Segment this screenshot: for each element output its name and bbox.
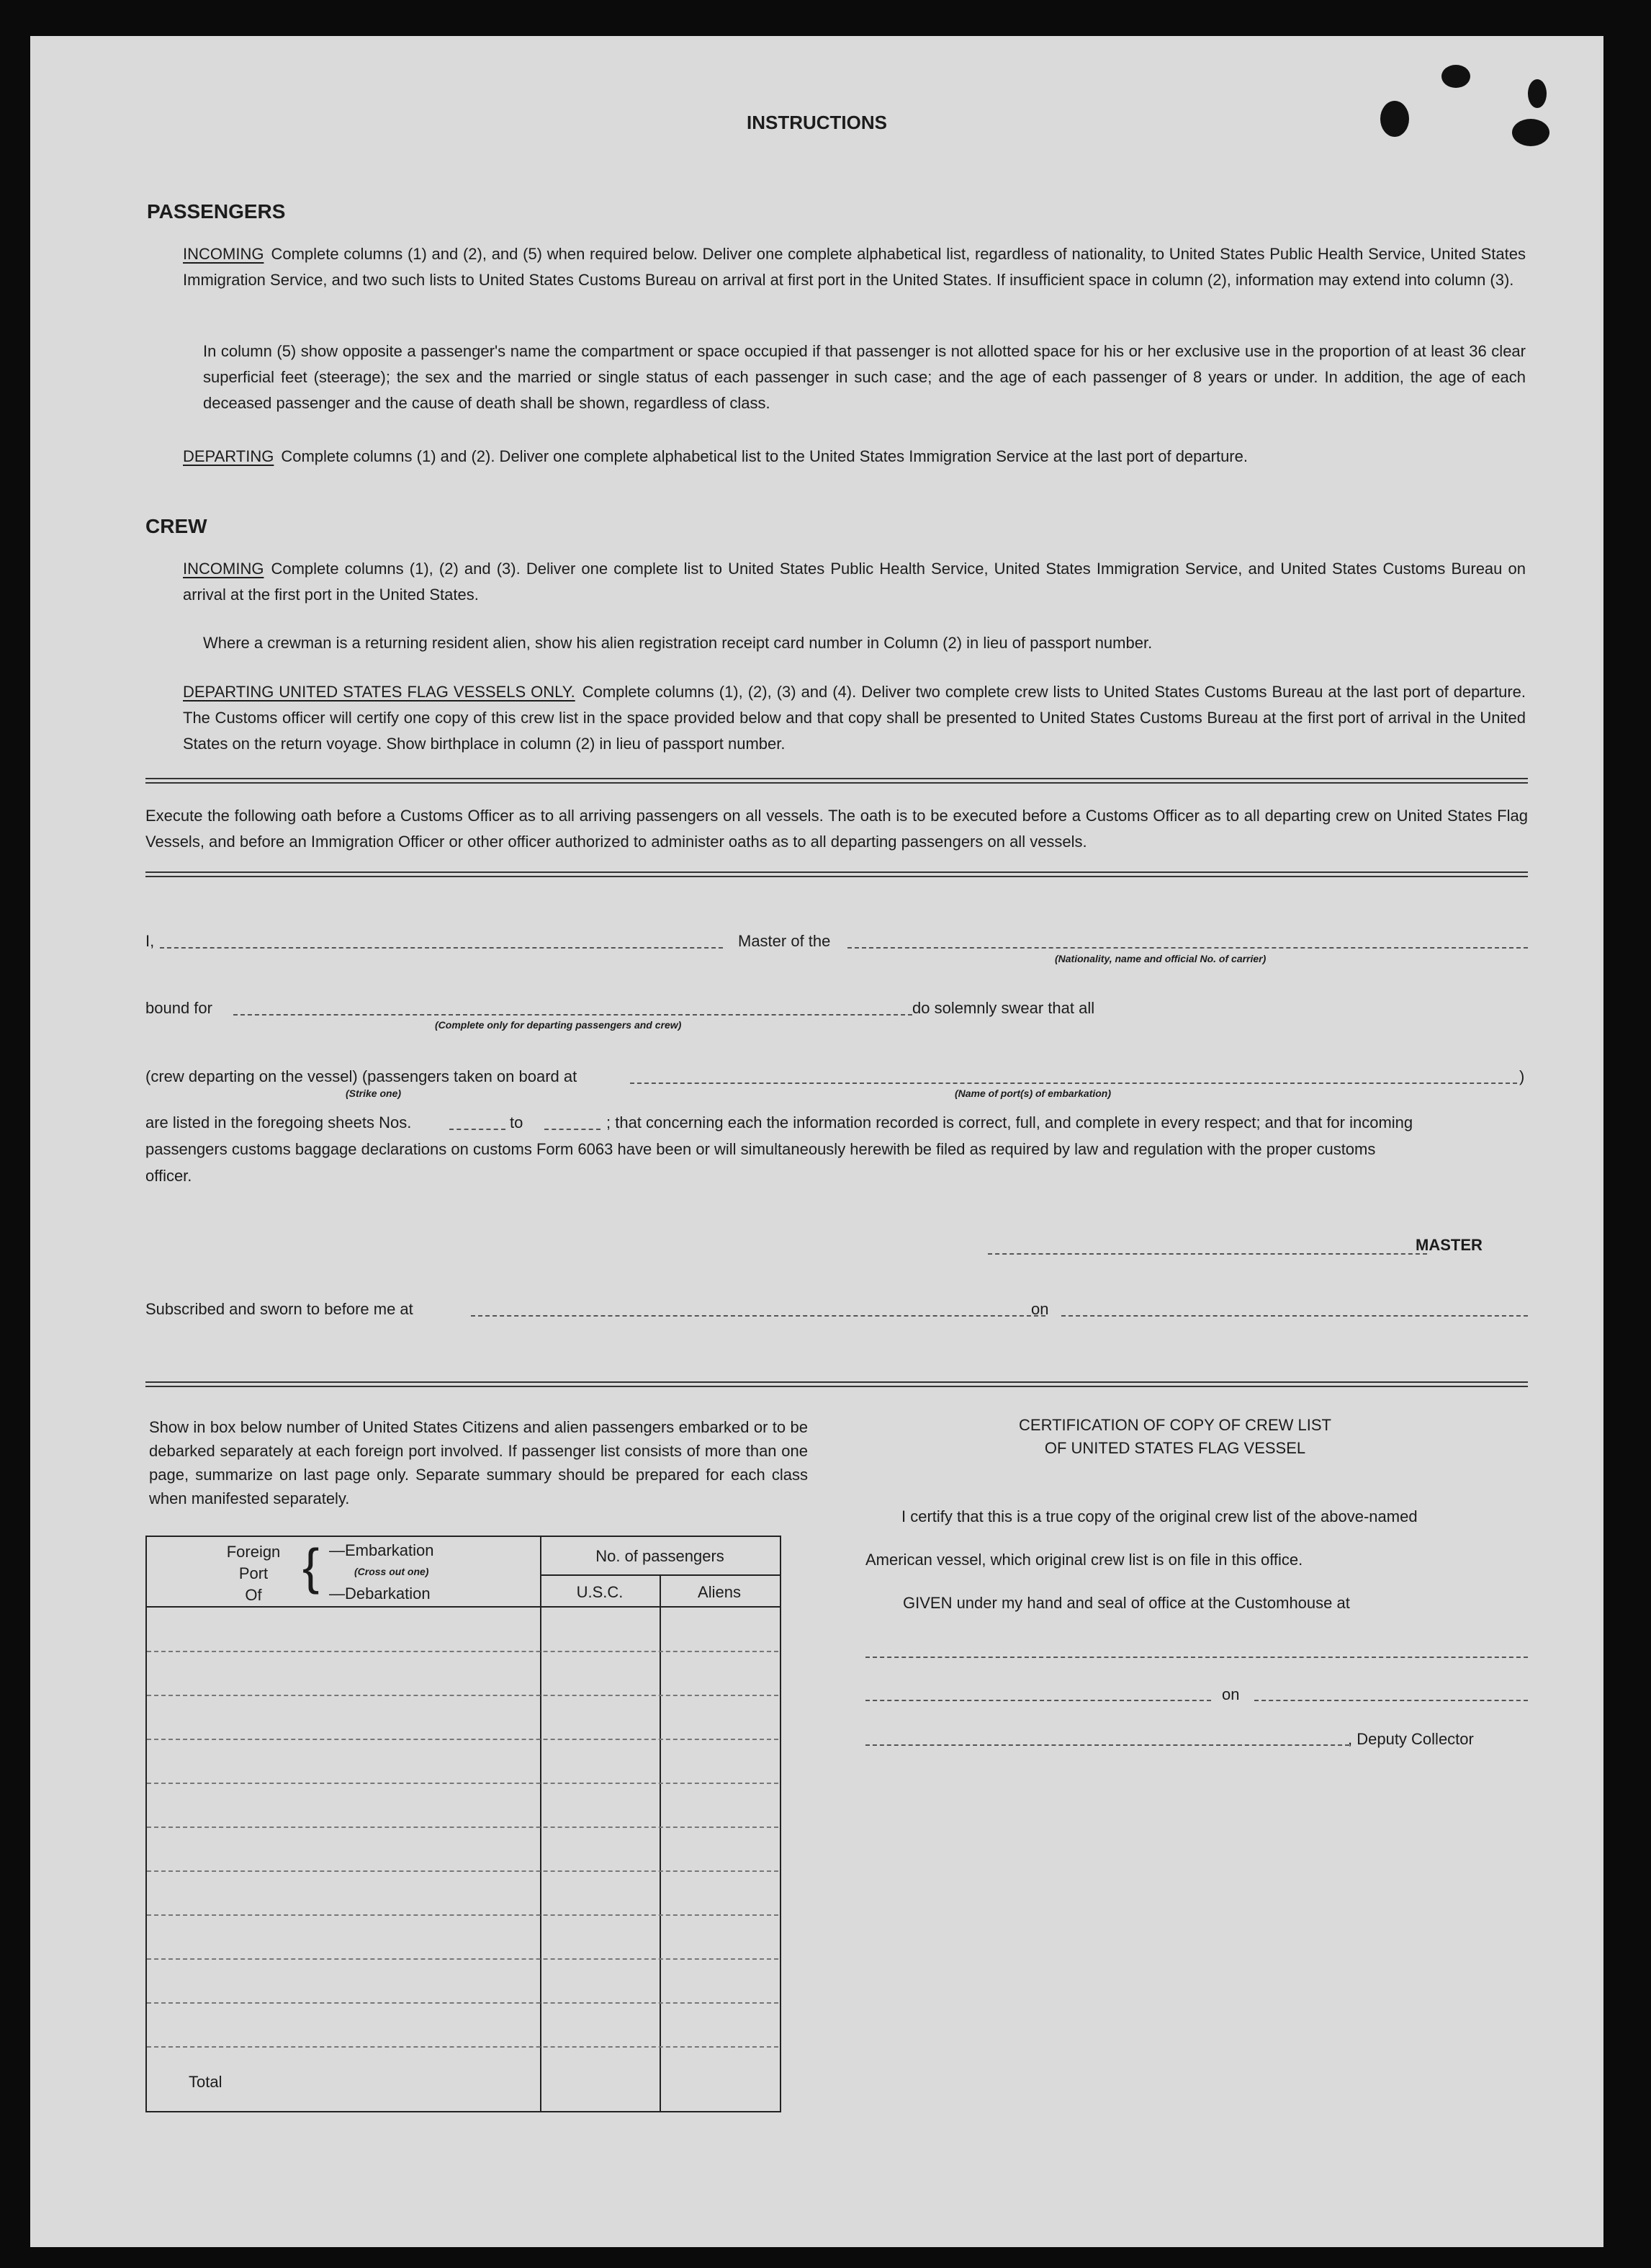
master-of-label: Master of the	[738, 932, 831, 950]
cert-line-2: American vessel, which original crew list is on file in this office.	[865, 1551, 1303, 1569]
close-paren: )	[1519, 1067, 1525, 1085]
col-passengers: No. of passengers	[595, 1547, 724, 1565]
customhouse-field[interactable]	[865, 1657, 1528, 1658]
col-embarkation: —Embarkation	[329, 1541, 434, 1559]
deputy-collector-label: , Deputy Collector	[1348, 1730, 1474, 1748]
page-title: INSTRUCTIONS	[747, 112, 887, 133]
carrier-field[interactable]	[847, 947, 1528, 949]
to-label: to	[510, 1113, 523, 1131]
cert-line-1: I certify that this is a true copy of the original crew list of the above-named	[901, 1507, 1418, 1525]
strike-note: (Strike one)	[346, 1088, 402, 1099]
bottom-divider	[145, 1381, 1528, 1387]
passengers-column5-paragraph: In column (5) show opposite a passenger's name the compartment or space occupied if that passenger is not allotted space for his or her exclusive use in the proportion of at least 36 clear superficial feet (steerage); the sex and the married or single status of each passenger in such case; and the age of each passenger of 8 years or under. In addition, the age of each deceased passenger and the cause of death shall be shown, regardless of class.	[203, 342, 1526, 412]
cert-title-1: CERTIFICATION OF COPY OF CREW LIST	[1019, 1416, 1331, 1434]
crew-departing-label-line: (crew departing on the vessel) (passengers taken on board at	[145, 1067, 577, 1085]
crew-incoming-label: INCOMING	[183, 560, 264, 578]
port-note: (Name of port(s) of embarkation)	[955, 1088, 1112, 1099]
customs-text: passengers customs baggage declarations on customs Form 6063 have been or will simultaneously herewith be filed as required by law and regulation with the proper customs	[145, 1140, 1376, 1158]
col-usc: U.S.C.	[576, 1583, 624, 1601]
port-embarkation-field[interactable]	[630, 1083, 1517, 1084]
table-row[interactable]	[147, 1783, 778, 1784]
cert-given-line: GIVEN under my hand and seal of office at the Customhouse at	[903, 1594, 1350, 1612]
ink-blot	[1528, 79, 1547, 108]
subscribed-place-field[interactable]	[471, 1315, 1045, 1317]
passengers-heading: PASSENGERS	[147, 200, 286, 223]
ink-blot	[1441, 65, 1470, 88]
section-divider	[145, 778, 1528, 784]
crew-departing-paragraph	[183, 679, 1526, 757]
col-debarkation: —Debarkation	[329, 1585, 431, 1603]
summary-instructions: Show in box below number of United States Citizens and alien passengers embarked or to be debarked separately at each foreign port involved. If passenger list consists of more than one page, summarize on last page only. Separate summary should be prepared for each class when manifested separately.	[149, 1418, 808, 1507]
bound-for-note: (Complete only for departing passengers and crew)	[435, 1019, 682, 1031]
swear-label: do solemnly swear that all	[912, 999, 1095, 1017]
oath-i-label: I,	[145, 932, 155, 950]
cert-place-field[interactable]	[865, 1700, 1211, 1701]
col-foreign: Foreign	[226, 1543, 281, 1561]
passengers-incoming-label: INCOMING	[183, 245, 264, 263]
crew-heading: CREW	[145, 515, 207, 537]
carrier-note: (Nationality, name and official No. of carrier)	[1055, 953, 1267, 964]
table-row[interactable]	[147, 1695, 778, 1696]
sheets-label: are listed in the foregoing sheets Nos.	[145, 1113, 412, 1131]
subscribed-on-label: on	[1031, 1300, 1049, 1318]
col-cross: (Cross out one)	[354, 1566, 429, 1577]
passengers-departing-text: Complete columns (1) and (2). Deliver one complete alphabetical list to the United States Immigration Service at the last port of departure.	[281, 447, 1248, 465]
passengers-departing-paragraph	[183, 444, 1526, 470]
table-row[interactable]	[147, 1826, 778, 1828]
table-row[interactable]	[147, 1914, 778, 1916]
cert-on-label: on	[1222, 1685, 1240, 1703]
ink-blot	[1512, 119, 1549, 146]
passengers-incoming-paragraph	[183, 241, 1526, 293]
officer-text: officer.	[145, 1167, 192, 1185]
master-name-field[interactable]	[160, 947, 723, 949]
table-row[interactable]	[147, 1870, 778, 1872]
ink-blot	[1380, 101, 1409, 137]
bound-for-label: bound for	[145, 999, 212, 1017]
col-port: Port	[238, 1564, 269, 1582]
sheets-text: ; that concerning each the information recorded is correct, full, and complete in every respect; and that for incoming	[606, 1113, 1413, 1131]
crew-incoming-paragraph	[183, 556, 1526, 608]
table-row[interactable]	[147, 1739, 778, 1740]
deputy-collector-field[interactable]	[865, 1744, 1349, 1746]
oath-divider	[145, 871, 1528, 877]
crew-resident-paragraph: Where a crewman is a returning resident alien, show his alien registration receipt card number in Column (2) in lieu of passport number.	[203, 634, 1153, 652]
crew-departing-text: Complete columns (1), (2), (3) and (4). Deliver two complete crew lists to United States Customs Bureau at the last port of departure. The Customs officer will certify one copy of this crew list in the space provided below and that copy shall be presented to United States Customs Bureau at the first port of arrival in the United States on the return voyage. Show birthplace in column (2) in lieu of passport number.	[183, 683, 1526, 753]
form-sheet	[30, 36, 1603, 2247]
subscribed-label: Subscribed and sworn to before me at	[145, 1300, 413, 1318]
col-of: Of	[245, 1586, 262, 1604]
master-signature-field[interactable]	[988, 1253, 1427, 1255]
cert-date-field[interactable]	[1254, 1700, 1528, 1701]
crew-departing-label: DEPARTING UNITED STATES FLAG VESSELS ONLY.	[183, 683, 575, 701]
sheet-from-field[interactable]	[449, 1129, 505, 1130]
table-row[interactable]	[147, 2002, 778, 2004]
crew-incoming-text: Complete columns (1), (2) and (3). Deliver one complete list to United States Public Health Service, United States Immigration Service, and United States Customs Bureau on arrival at the first port in the United States.	[183, 560, 1526, 604]
table-row[interactable]	[147, 2046, 778, 2048]
subscribed-date-field[interactable]	[1061, 1315, 1528, 1317]
master-label: MASTER	[1416, 1236, 1483, 1254]
col-aliens: Aliens	[698, 1583, 741, 1601]
passengers-departing-label: DEPARTING	[183, 447, 274, 465]
table-row[interactable]	[147, 1651, 778, 1652]
sheet-to-field[interactable]	[544, 1129, 600, 1130]
bound-for-field[interactable]	[233, 1014, 912, 1016]
table-row[interactable]	[147, 1958, 778, 1960]
oath-intro: Execute the following oath before a Customs Officer as to all arriving passengers on all vessels. The oath is to be executed before a Customs Officer as to all departing crew on United States Flag Vessels, and before an Immigration Officer or other officer authorized to administer oaths as to all departing passengers on all vessels.	[145, 807, 1528, 851]
cert-title-2: OF UNITED STATES FLAG VESSEL	[1044, 1439, 1306, 1457]
passenger-summary-table	[145, 1536, 781, 2112]
passengers-incoming-text: Complete columns (1) and (2), and (5) when required below. Deliver one complete alphabetical list, regardless of nationality, to United States Public Health Service, United States Immigration Service, and two such lists to United States Customs Bureau on arrival at first port in the United States. If insufficient space in column (2), information may extend into column (3).	[183, 245, 1526, 289]
total-label: Total	[189, 2073, 222, 2091]
brace: {	[302, 1538, 320, 1595]
